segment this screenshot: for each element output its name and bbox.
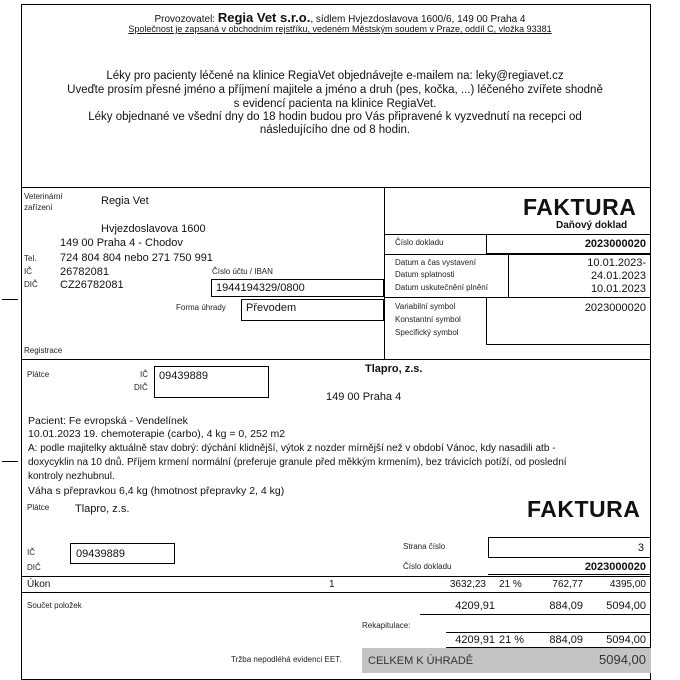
patient-line-5: kontroly nezhubnul. [28,471,115,482]
sum-label: Součet položek [27,601,82,610]
divider-header [21,187,651,188]
sum-total: 5094,00 [606,600,646,612]
recap-rule [446,632,651,633]
payer-name: Tlapro, z.s. [365,363,423,375]
payer-city: 149 00 Praha 4 [326,391,402,403]
ukon-qty: 1 [329,579,335,590]
invoice-rule [384,297,651,298]
vendor-label: Veterinární zařízení [24,192,63,212]
patient-line-4: doxycyklin na 10 dnů. Příjem krmení normální (preferuje granule před měkkým krmením), bez trávicích potíží, od poslední [28,457,567,468]
due-value: 24.01.2023 [590,270,646,282]
second-invoice-title: FAKTURA [527,496,641,522]
patient-line-3: A: podle majitelky aktuálně stav dobrý: dýchání klidnější, výtok z nozder mírnější než v období Vánoc, kdy nasadili atb - [28,443,556,454]
ic-label: IČ [24,267,32,276]
patient-line-1: Pacient: Fe evropská - Vendelínek [28,415,188,427]
second-dic-label: DIČ [27,563,41,572]
dic-label: DIČ [24,280,38,289]
dic-value: CZ26782081 [60,279,124,291]
invoice-subtitle: Daňový doklad [556,220,628,231]
number-rule [488,574,651,575]
patient-line-2: 10.01.2023 19. chemoterapie (carbo), 4 kg = 0, 252 m2 [28,428,286,440]
vendor-street: Hvjezdoslavova 1600 [101,223,206,235]
recap-label: Rekapitulace: [362,621,411,630]
sum-rule [420,614,651,615]
dates-divider [508,254,509,297]
company-name: Regia Vet s.r.o. [217,10,311,25]
tel-label: Tel. [24,254,37,263]
items-top-rule [21,576,651,577]
symbols-divider [486,297,487,344]
payer-label: Plátce [27,370,50,379]
tel-value: 724 804 804 nebo 271 750 991 [60,252,213,264]
provider-line [0,10,680,25]
ukon-base: 3632,23 [449,579,486,590]
notice-line-2: Uveďte prosím přesné jméno a příjmení majitele a jméno a druh (pes, kočka, ...) léčeného zvířete shodně [67,84,603,96]
ks-label: Konstantní symbol [395,315,461,324]
recap-total: 5094,00 [606,634,646,646]
registration-label: Registrace [24,346,63,355]
ukon-total: 4395,00 [609,579,646,590]
payment-label: Forma úhrady [176,303,226,312]
sum-vat: 884,09 [549,600,583,612]
ukon-vat: 762,77 [552,579,583,590]
due-label: Datum splatnosti [395,270,455,279]
second-ic-value: 09439889 [76,548,125,560]
second-ic-label: IČ [27,548,35,557]
payment-value: Převodem [246,302,297,314]
items-rule [21,592,651,593]
margin-mark [2,299,18,300]
provider-suffix: , sídlem Hvjezdoslavova 1600/6, 149 00 Praha 4 [310,14,526,25]
ukon-label: Úkon [27,579,51,590]
registration-note: Společnost je zapsaná v obchodním rejstříku, vedeném Městským soudem v Praze, oddíl C, vložka 93381 [128,24,552,34]
recap-base: 4209,91 [455,634,495,646]
eet-note: Tržba nepodléhá evidenci EET. [231,655,342,664]
vs-label: Variabilní symbol [395,302,456,311]
total-value: 5094,00 [599,652,646,667]
recap-vat: 884,09 [549,634,583,646]
sum-base: 4209,91 [455,600,495,612]
ss-label: Specifický symbol [395,328,459,337]
payer-ic-label: IČ [140,370,148,379]
recap-rate: 21 % [499,634,525,646]
notice-line-1: Léky pro pacienty léčené na klinice RegiaVet objednávejte e-mailem na: leky@regiavet.cz [106,70,564,82]
vendor-city: 149 00 Praha 4 - Chodov [60,237,183,249]
invoice-number-value: 2023000020 [584,238,646,250]
payer-ic-value: 09439889 [159,370,208,382]
total-label: CELKEM K ÚHRADĚ [368,655,474,667]
invoice-title: FAKTURA [523,194,637,220]
ic-value: 26782081 [60,266,109,278]
page-value: 3 [637,542,644,554]
taxable-label: Datum uskutečnění plnění [395,283,488,292]
issued-label: Datum a čas vystavení [395,258,476,267]
taxable-value: 10.01.2023 [590,283,646,295]
provider-prefix: Provozovatel: [154,14,216,25]
page-label: Strana číslo [403,542,446,551]
divider-vendor-invoice [384,187,385,359]
patient-line-6: Váha s přepravkou 6,4 kg (hmotnost přepravky 2, 4 kg) [28,485,285,497]
second-number-label: Číslo dokladu [403,562,452,571]
payer-dic-label: DIČ [134,383,148,392]
issued-value: 10.01.2023- [587,257,646,269]
symbols-rule [486,344,651,345]
iban-label: Číslo účtu / IBAN [212,267,273,276]
notice-line-4: Léky objednané ve všední dny do 18 hodin budou pro Vás připravené k vyzvednutí na recepci od [88,111,582,123]
second-payer-label: Plátce [27,503,50,512]
iban-value: 1944194329/0800 [216,282,305,294]
notice-line-5: následujícího dne od 8 hodin. [259,124,411,136]
vendor-name: Regia Vet [101,195,149,207]
ukon-rate: 21 % [499,579,522,590]
margin-mark [2,461,18,462]
invoice-rule [384,254,651,255]
divider-payer [21,359,651,360]
vs-value: 2023000020 [584,302,646,314]
second-payer-name: Tlapro, z.s. [75,503,130,515]
invoice-number-label: Číslo dokladu [395,238,444,247]
second-number-value: 2023000020 [584,561,646,573]
notice-line-3: s evidencí pacienta na klinice RegiaVet. [233,98,437,110]
